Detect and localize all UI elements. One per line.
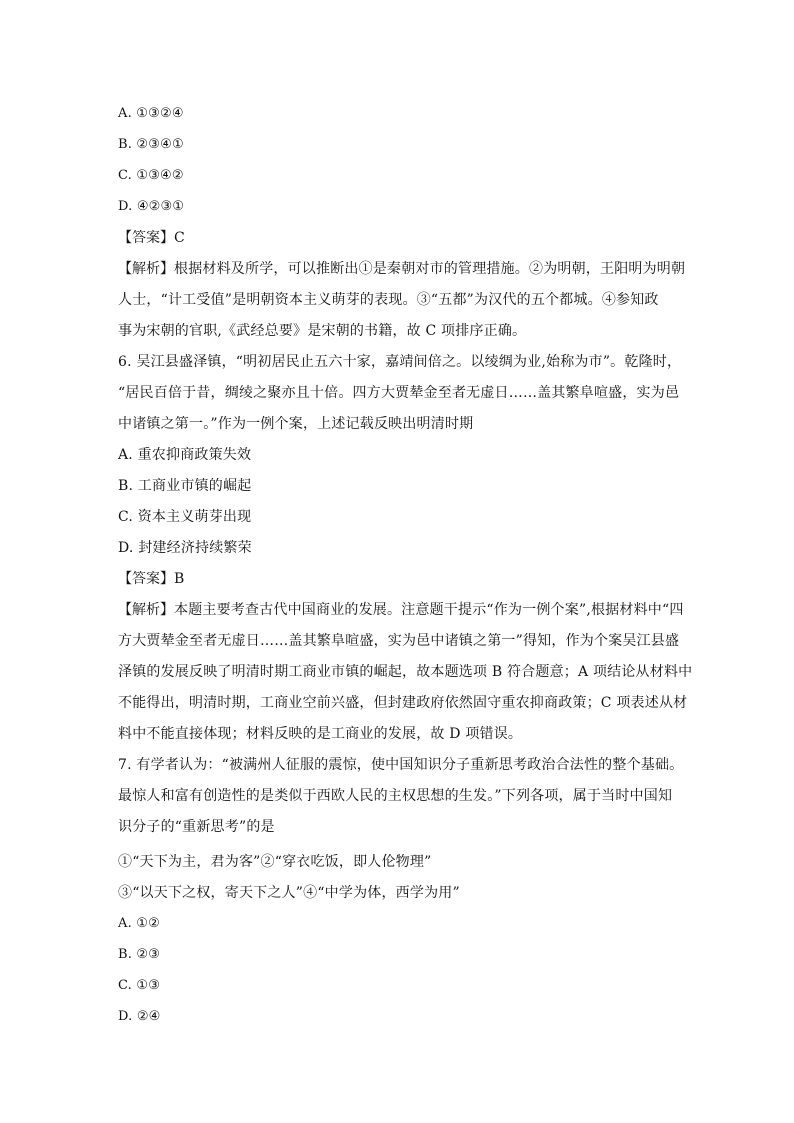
q6-option-d: D. 封建经济持续繁荣 <box>118 540 252 556</box>
q6-option-c: C. 资本主义萌芽出现 <box>118 509 252 525</box>
q5-analysis-line-2: 人士，“计工受值”是明朝资本主义萌芽的表现。③“五都”为汉代的五个都城。④参知政 <box>118 292 659 308</box>
q6-analysis-line-2: 方大贾辇金至者无虚日……盖其繁阜喧盛，实为邑中诸镇之第一”得知，作为个案吴江县盛 <box>118 633 680 649</box>
q6-option-b: B. 工商业市镇的崛起 <box>118 478 252 494</box>
q6-analysis-line-5: 料中不能直接体现；材料反映的是工商业的发展，故 D 项错误。 <box>118 726 523 742</box>
q6-option-a: A. 重农抑商政策失效 <box>118 447 252 463</box>
q7-stem-line-1: 7. 有学者认为：“被满州人征服的震惊，使中国知识分子重新思考政治合法性的整个基础。 <box>118 757 684 773</box>
analysis-text: 本题主要考查古代中国商业的发展。注意题干提示“作为一例个案”,根据材料中“四 <box>174 602 684 618</box>
q7-stem-line-2: 最惊人和富有创造性的是类似于西欧人民的主权思想的生发。”下列各项，属于当时中国知 <box>118 788 673 804</box>
q7-option-c: C. ①③ <box>118 978 161 993</box>
analysis-label: 【解析】 <box>118 602 174 618</box>
q5-answer <box>118 228 678 248</box>
q7-option-b: B. ②③ <box>118 947 161 962</box>
q7-items-line-1: ①“天下为主，君为客”②“穿衣吃饭，即人伦物理” <box>118 854 432 870</box>
answer-value: B <box>174 571 185 587</box>
q6-stem-line-3: 中诸镇之第一。”作为一例个案，上述记载反映出明清时期 <box>118 416 474 432</box>
analysis-label: 【解析】 <box>118 261 174 277</box>
q5-option-d: D. ④②③① <box>118 199 185 214</box>
q5-option-b: B. ②③④① <box>118 137 184 152</box>
answer-label: 【答案】 <box>118 571 174 587</box>
q5-option-c: C. ①③④② <box>118 168 184 183</box>
analysis-text: 根据材料及所学，可以推断出①是秦朝对市的管理措施。②为明朝，王阳明为明朝 <box>174 261 686 277</box>
q6-analysis-line-1 <box>118 600 684 620</box>
q5-analysis-line-3: 事为宋朝的官职,《武经总要》是宋朝的书籍，故 C 项排序正确。 <box>118 323 527 339</box>
q6-analysis-line-3: 泽镇的发展反映了明清时期工商业市镇的崛起，故本题选项 B 符合题意；A 项结论从材料中 <box>118 664 693 680</box>
answer-label: 【答案】 <box>118 230 174 246</box>
q6-stem-line-2: “居民百倍于昔，绸绫之聚亦且十倍。四方大贾辇金至者无虚日……盖其繁阜喧盛，实为邑 <box>118 385 680 401</box>
answer-value: C <box>174 230 185 246</box>
q6-analysis-line-4: 不能得出，明清时期，工商业空前兴盛，但封建政府依然固守重农抑商政策；C 项表述从材 <box>118 695 688 711</box>
q6-stem-line-1: 6. 吴江县盛泽镇，“明初居民止五六十家，嘉靖间倍之。以绫绸为业,始称为市”。乾隆时， <box>118 354 682 370</box>
q7-stem-line-3: 识分子的“重新思考”的是 <box>118 819 275 835</box>
q6-answer <box>118 569 678 589</box>
q5-option-a: A. ①③②④ <box>118 106 184 121</box>
q7-option-d: D. ②④ <box>118 1009 161 1024</box>
q7-items-line-2: ③“以天下之权，寄天下之人”④“中学为体，西学为用” <box>118 885 460 901</box>
q5-analysis-line-1 <box>118 259 686 279</box>
q7-option-a: A. ①② <box>118 916 160 931</box>
